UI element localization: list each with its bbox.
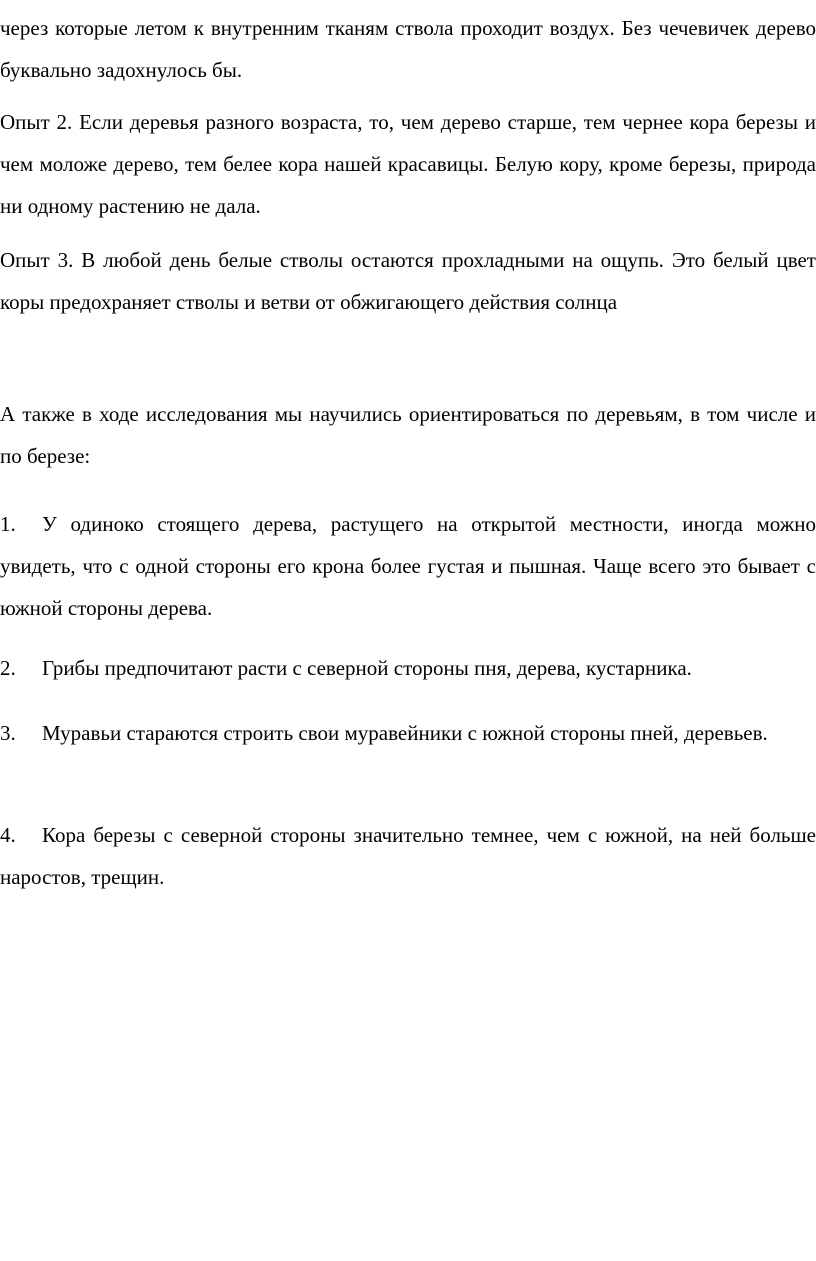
paragraph-orientation-intro: А также в ходе исследования мы научились ориентироваться по деревьям, в том числе и по березе: bbox=[0, 402, 816, 468]
list-item-text: Муравьи стараются строить свои муравейники с южной стороны пней, деревьев. bbox=[42, 721, 768, 745]
paragraph-experiment-2: Опыт 2. Если деревья разного возраста, то, чем дерево старше, тем чернее кора березы и чем моложе дерево, тем белее кора нашей красавицы. Белую кору, кроме березы, природа ни одному растению не дала. bbox=[0, 110, 816, 218]
list-item-text: У одиноко стоящего дерева, растущего на открытой местности, иногда можно увидеть, что с одной стороны его крона более густая и пышная. Чаще всего это бывает с южной стороны дерева. bbox=[0, 512, 816, 620]
list-item-number: 1. bbox=[0, 512, 16, 536]
paragraph-lenticels: через которые летом к внутренним тканям ствола проходит воздух. Без чечевичек дерево буквально задохнулось бы. bbox=[0, 16, 816, 82]
list-item-number: 4. bbox=[0, 823, 16, 847]
list-item-text: Кора березы с северной стороны значительно темнее, чем с южной, на ней больше наростов, трещин. bbox=[0, 823, 816, 889]
list-item-text: Грибы предпочитают расти с северной стороны пня, дерева, кустарника. bbox=[42, 656, 692, 680]
list-item-3 bbox=[0, 712, 816, 754]
list-item-1 bbox=[0, 503, 816, 629]
paragraph-experiment-3: Опыт 3. В любой день белые стволы остаются прохладными на ощупь. Это белый цвет коры предохраняет стволы и ветви от обжигающего действия солнца bbox=[0, 248, 816, 314]
list-item-2 bbox=[0, 647, 816, 689]
list-item-number: 3. bbox=[0, 721, 16, 745]
list-item-4 bbox=[0, 814, 816, 898]
list-item-number: 2. bbox=[0, 656, 16, 680]
